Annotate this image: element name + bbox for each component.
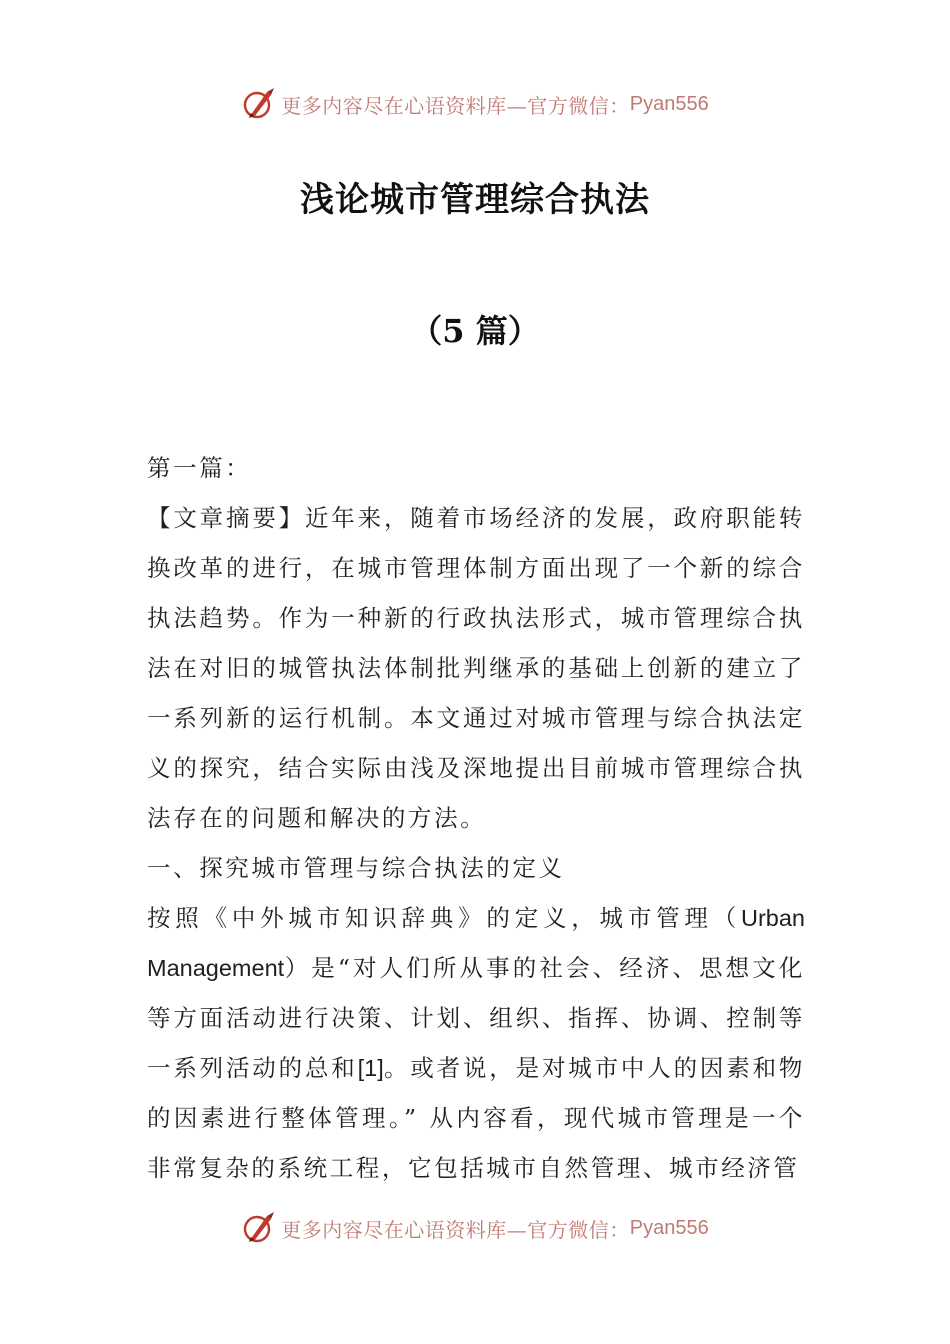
citation-ref: [1] bbox=[357, 1055, 384, 1081]
para-latin-term: Urban Management bbox=[147, 905, 805, 981]
header-watermark-banner bbox=[0, 82, 950, 126]
watermark-text: 更多内容尽在心语资料库—官方微信： bbox=[281, 93, 630, 118]
wechat-id: Pyan556 bbox=[629, 92, 709, 115]
watermark-text: 更多内容尽在心语资料库—官方微信： bbox=[281, 1217, 630, 1242]
document-subtitle: （5 篇） bbox=[410, 312, 540, 350]
wechat-id: Pyan556 bbox=[629, 1216, 709, 1239]
abstract-paragraph: 【文章摘要】近年来，随着市场经济的发展，政府职能转换改革的进行，在城市管理体制方面出现了一个新的综合执法趋势。作为一种新的行政执法形式，城市管理综合执法在对旧的城管执法体制批判继承的基础上创新的建立了一系列新的运行机制。本文通过对城市管理与综合执法定义的探究，结合实际由浅及深地提出目前城市管理综合执法存在的问题和解决的方法。 bbox=[147, 504, 805, 832]
footer-watermark-banner bbox=[0, 1206, 950, 1250]
section-label: 第一篇： bbox=[147, 454, 252, 482]
para-text-b: ）是“对人们所从事的社会、经济、思想文化等方面活动进行决策、计划、组织、指挥、协调、控制等一系列活动的总和 bbox=[147, 954, 805, 1082]
body-paragraph bbox=[147, 893, 805, 1193]
document-title: 浅论城市管理综合执法 bbox=[300, 180, 650, 220]
section-heading: 一、探究城市管理与综合执法的定义 bbox=[147, 854, 565, 882]
document-body bbox=[147, 443, 805, 1193]
para-text-a: 按照《中外城市知识辞典》的定义，城市管理（ bbox=[147, 904, 741, 932]
quill-pen-logo-icon bbox=[241, 86, 277, 122]
para-text-c: 。或者说，是对城市中人的因素和物的因素进行整体管理。” 从内容看，现代城市管理是一个非常复杂的系统工程，它包括城市自然管理、城市经济管 bbox=[147, 1054, 805, 1182]
quill-pen-logo-icon bbox=[241, 1210, 277, 1246]
